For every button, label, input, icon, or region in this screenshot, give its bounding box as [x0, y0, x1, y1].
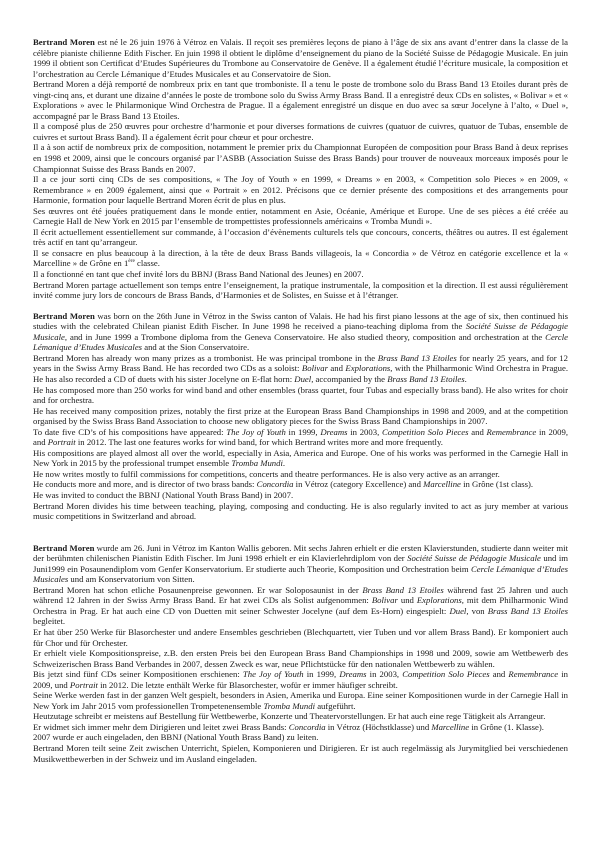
text-run: und im Juni1999 ein Posaunendiplom vom Genfer Konservatorium. Er studierte auch Theorie, Komposition und Orchestration beim — [33, 553, 568, 574]
italic-text-run: Marcelline — [431, 721, 470, 732]
bold-text-run: Bertrand Moren — [33, 542, 95, 553]
text-run: Bertrand Moren partage actuellement son temps entre l’enseignement, la pratique instrumentale, la composition et la direction. Il est aussi régulièrement invité comme jury lors de concours de Brass Bands, d’Harmonies et de Solistes, en Suisse et à l’étranger. — [33, 279, 568, 301]
italic-text-run: Marcelline — [423, 479, 461, 490]
text-run: in 2009, und — [33, 669, 569, 690]
text-run: Il écrit actuellement essentiellement sur commande, à l’occasion d’évènements culturels tels que concours, concerts, théâtres ou autres. Il est également très actif en tant qu’arrangeur. — [33, 226, 568, 248]
paragraph — [33, 427, 568, 448]
italic-text-run: Brass Band 13 Etoiles — [362, 584, 444, 595]
text-run: Il a à son actif de nombreux prix de composition, notamment le premier prix du Championnat Européen de composition pour Brass Band à deux reprises en 1998 et 2009, ainsi que le concours organisé par l’ASBB (Association Suisse des Brass Bands) pour trouver de nouveaux morceaux imposés pour le Championnat Suisse des Brass Bands en 2007. — [33, 142, 568, 174]
italic-text-run: Société Suisse de Pédagogie Musicale — [33, 321, 568, 342]
italic-text-run: Brass Band 13 Etoiles — [387, 373, 465, 384]
paragraph — [33, 711, 568, 722]
italic-text-run: Tromba Mundi — [263, 700, 316, 711]
text-run: He now writes mostly to fulfil commissions for competitions, concerts and theatre performances. He is also very active as an arranger. — [33, 468, 500, 479]
text-run: Bertrand Moren a déjà remporté de nombreux prix en tant que tromboniste. Il a tenu le poste de trombone solo du Brass Band 13 Etoiles durant près de vingt-cinq ans, et durant une dizaine d’années le poste de trombone solo du Swiss Army Brass Band. Il a enregistré deux CDs en solistes, « Bolivar » et « Explorations » avec le Philarmonique Wind Orchestra de Prague. Il a également enregistré un disque en duo avec sa sœur Jocelyne à l’alto, « Duel », accompagné par le Brass Band 13 Etoiles. — [33, 79, 568, 121]
text-run: classe. — [134, 258, 160, 269]
text-run: Il a fonctionné en tant que chef invité lors du BBNJ (Brass Band National des Jeunes) en 2007. — [33, 269, 364, 280]
text-run: To date five CD’s of his compositions have appeared: — [33, 426, 227, 437]
text-run: Il se consacre en plus beaucoup à la direction, à la tête de deux Brass Bands villageois, la « Concordia » de Vétroz en catégorie excellence et la « Marcelline » de Grône en 1 — [33, 247, 568, 269]
text-run: Bertrand Moren divides his time between teaching, playing, composing and conducting. He is also regularly invited to act as jury member at various music competitions in Switzerland and abroad. — [33, 500, 568, 522]
italic-text-run: The Joy of Youth — [242, 669, 304, 680]
text-run: in Vétroz (category Excellence) and — [293, 479, 424, 490]
italic-text-run: Société Suisse de Pédagogie Musicale — [407, 553, 541, 564]
text-run: Bis jetzt sind fünf CDs seiner Kompositionen erschienen: — [33, 669, 243, 680]
text-run: He conducts more and more, and is director of two brass bands: — [33, 479, 257, 490]
paragraph — [33, 121, 568, 142]
text-run: in 1999, — [303, 669, 340, 680]
italic-text-run: Competition Solo Pieces — [382, 426, 469, 437]
paragraph — [33, 353, 568, 385]
text-run: aufgeführt. — [315, 700, 356, 711]
text-run: Il a ce jour sorti cinq CDs de ses compositions, « The Joy of Youth » en 1999, « Dreams » en 2003, « Competition solo Pieces » en 2009, « Remembrance » en 2009 également, ainsi que « Portrait » en 2012. Précisons que ce dernier présente des compositions et des arrangements pour Harmonie, formation pour laquelle Bertrand Moren écrit de plus en plus. — [33, 174, 568, 206]
paragraph — [33, 648, 568, 669]
text-run: . — [282, 458, 286, 469]
italic-text-run: Concordia — [256, 479, 294, 490]
text-run: Bertrand Moren has already won many prizes as a trombonist. He was principal trombone in the — [33, 352, 378, 363]
italic-text-run: Tromba Mundi — [231, 458, 283, 469]
text-run: in 1999, — [285, 426, 321, 437]
italic-text-run: Brass Band 13 Etoiles — [377, 352, 457, 363]
section-biography-german — [33, 543, 568, 764]
section-biography-english — [33, 311, 568, 522]
italic-text-run: Bolivar — [301, 363, 328, 374]
paragraph — [33, 543, 568, 585]
paragraph — [33, 227, 568, 248]
italic-text-run: Bolivar — [371, 595, 398, 606]
paragraph — [33, 479, 568, 490]
paragraph — [33, 732, 568, 743]
text-run: , with the Philharmonic Wind Orchestra in Prague. He has also recorded a CD of duets with his sister Jocelyne on E-flat horn: — [33, 363, 569, 384]
text-run: in 2012. The last one features works for wind band, for which Bertrand writes more and more frequently. — [75, 437, 443, 448]
paragraph — [33, 311, 568, 353]
italic-text-run: Brass Band 13 Etoiles — [487, 605, 568, 616]
text-run: and — [468, 426, 487, 437]
italic-text-run: Remembrance — [508, 669, 559, 680]
text-run: Seine Werke werden fast in der ganzen Welt gespielt, besonders in Asien, Amerika und Europa. Eine seiner Kompositionen wurde in der Carnegie Hall in New York im Jahr 2015 vom professionellen Trompetenensemble — [33, 690, 568, 711]
italic-text-run: Portrait — [47, 437, 76, 448]
paragraph — [33, 248, 568, 269]
bold-text-run: Bertrand Moren — [33, 310, 95, 321]
text-run: und — [397, 595, 417, 606]
paragraph — [33, 142, 568, 174]
superscript-text-run: ère — [128, 258, 135, 265]
italic-text-run: Duel — [294, 373, 312, 384]
italic-text-run: Cercle Lémanique d’Etudes Musicales — [33, 331, 568, 353]
italic-text-run: The Joy of Youth — [226, 426, 286, 437]
text-run: 2007 wurde er auch eingeladen, den BBNJ (National Youth Brass Band) zu leiten. — [33, 732, 319, 743]
italic-text-run: Cercle Lémanique d’Etudes Musicales — [33, 563, 568, 585]
text-run: and — [327, 363, 346, 374]
paragraph — [33, 669, 568, 690]
text-run: begleitet. — [33, 616, 66, 627]
text-run: Heutzutage schreibt er meistens auf Bestellung für Wettbewerbe, Konzerte und Theatervorstellungen. Er hat auch eine rege Tätigkeit als Arrangeur. — [33, 711, 546, 722]
text-run: in Grône (1st class). — [460, 479, 534, 490]
text-run: est né le 26 juin 1976 à Vétroz en Valais. Il reçoit ses premières leçons de piano à l’âge de six ans avant d’entrer dans la classe de la célèbre pianiste chilienne Edith Fischer. En juin 1998 il obtient le diplôme d’enseignement du piano de la Société Suisse de Pédagogie Musicale. En juin 1999 il obtient son Certificat d’Etudes Supérieures du Trombone au Conservatoire de Genève. Il a également étudié l’écriture musicale, la composition et l’orchestration au Cercle Lémanique d’Etudes Musicales et au Conservatoire de Sion. — [33, 37, 568, 79]
paragraph — [33, 269, 568, 280]
italic-text-run: Remembrance — [486, 426, 537, 437]
paragraph — [33, 490, 568, 501]
text-run: Il a composé plus de 250 œuvres pour orchestre d’harmonie et pour diverses formations de cuivres (quatuor de cuivres, quatuor de Tubas, ensemble de cuivres et surtout Brass Band). Il a également écrit pour chœur et pour orchestre. — [33, 121, 568, 142]
paragraph — [33, 37, 568, 79]
italic-text-run: Dreams — [339, 669, 367, 680]
text-run: , von — [466, 605, 488, 616]
text-run: in Vétroz (Höchstklasse) und — [325, 721, 432, 732]
text-run: He was invited to conduct the BBNJ (National Youth Brass Band) in 2007. — [33, 489, 294, 500]
text-run: and — [489, 669, 509, 680]
paragraph — [33, 385, 568, 406]
paragraph — [33, 501, 568, 522]
text-run: and at the Sion Conservatoire. — [142, 342, 250, 353]
text-run: Er hat über 250 Werke für Blasorchester und andere Ensembles geschrieben (Blechquartett, vier Tuben und vor allem Brass Band). Er komponiert auch für Chor und für Orchester. — [33, 626, 568, 648]
paragraph — [33, 280, 568, 301]
paragraph — [33, 448, 568, 469]
paragraph — [33, 174, 568, 206]
bold-text-run: Bertrand Moren — [33, 37, 95, 47]
paragraph — [33, 406, 568, 427]
italic-text-run: Dreams — [320, 426, 348, 437]
text-run: His compositions are played almost all over the world, especially in Asia, America and Europe. One of his works was performed in the Carnegie Hall in New York in 2015 by the professional trumpet ensemble — [33, 447, 568, 469]
text-run: Bertrand Moren hat schon etliche Posaunenpreise gewonnen. Er war Soloposaunist in der — [33, 584, 363, 595]
paragraph — [33, 743, 568, 764]
text-run: Bertrand Moren teilt seine Zeit zwischen Unterricht, Spielen, Komponieren und Dirigieren. Er ist auch regelmässig als Jurymitglied bei verschiedenen Musikwettbewerben in der Schweiz und im Ausland eingeladen. — [33, 743, 568, 764]
section-biography-french — [33, 37, 568, 301]
paragraph — [33, 469, 568, 480]
text-run: und am Konservatorium von Sitten. — [68, 574, 195, 585]
text-run: for nearly 25 years, and for 12 years in the Swiss Army Brass Band. He has recorded two CDs as a soloist: — [33, 352, 568, 374]
text-run: in Grône (1. Klasse). — [469, 721, 544, 732]
text-run: , accompanied by the — [311, 373, 388, 384]
paragraph — [33, 690, 568, 711]
paragraph — [33, 79, 568, 121]
text-run: in 2012. Die letzte enthält Werke für Blasorchester, wofür er immer häufiger schreibt. — [97, 679, 398, 690]
text-run: während fast 25 Jahren und auch während 12 Jahren in der Swiss Army Brass Band. Er hat zwei CDs als Solist aufgenommen: — [33, 584, 568, 606]
text-run: Er erhielt viele Kompositionspreise, z.B. den ersten Preis bei den European Brass Band Championships in 1998 und 2009, sowie am Wettbewerb des Schweizerischen Brass Band Verbandes in 2007, dessen Zweck es war, neue Pflichtstücke für den nationalen Wettbewerb zu wählen. — [33, 648, 568, 669]
italic-text-run: Duel — [449, 605, 467, 616]
paragraph — [33, 585, 568, 627]
italic-text-run: Portrait — [69, 679, 98, 690]
text-run: in 2003, — [347, 426, 382, 437]
text-run: He has composed more than 250 works for wind band and other ensembles (brass quartet, four Tubas and especially brass band). He also writes for choir and for orchestra. — [33, 384, 568, 406]
text-run: . — [464, 373, 467, 384]
italic-text-run: Concordia — [288, 721, 326, 732]
text-run: in 2003, — [366, 669, 403, 680]
text-run: , and in June 1999 a Trombone diploma from the Geneva Conservatoire. He also studied theory, composition and orchestration at the — [64, 331, 546, 342]
paragraph — [33, 722, 568, 733]
paragraph — [33, 206, 568, 227]
text-run: was born on the 26th June in Vétroz in the Swiss canton of Valais. He had his first piano lessons at the age of six, then continued his studies with the celebrated Chilean pianist Edith Fischer. In June 1998 he received a piano-teaching diploma from the — [33, 310, 568, 332]
text-run: Er widmet sich immer mehr dem Dirigieren und leitet zwei Brass Bands: — [33, 721, 289, 732]
text-run: in 2009, and — [33, 426, 568, 448]
italic-text-run: Explorations — [416, 595, 462, 606]
text-run: , mit dem Philharmonic Wind Orchestra in Prag. Er hat auch eine CD von Duetten mit seiner Schwester Jocelyne (auf dem Es-Horn) eingespielt: — [33, 595, 568, 616]
italic-text-run: Explorations — [345, 363, 391, 374]
text-run: Ses œuvres ont été jouées pratiquement dans le monde entier, notamment en Asie, Océanie, Amérique et Europe. Une de ses pièces a été créée au Carnegie Hall de New York en 2015 par l’ensemble de trompettistes professionnels américains « Tromba Mundi ». — [33, 205, 568, 227]
text-run: He has received many composition prizes, notably the first prize at the European Brass Band Championships in 1998 and 2009, and at the competition organised by the Swiss Brass Band Association to choose new obligatory pieces for the Swiss Brass Band Championships in 2007. — [33, 405, 568, 427]
italic-text-run: Competition Solo Pieces — [402, 669, 490, 680]
text-run: wurde am 26. Juni in Vétroz im Kanton Wallis geboren. Mit sechs Jahren erhielt er die ersten Klavierstunden, studierte dann weiter mit der berühmten chilenischen Pianistin Edith Fischer. Im Juni 1998 erhielt er ein Klavierlehrdiplom von der — [33, 542, 568, 564]
paragraph — [33, 627, 568, 648]
